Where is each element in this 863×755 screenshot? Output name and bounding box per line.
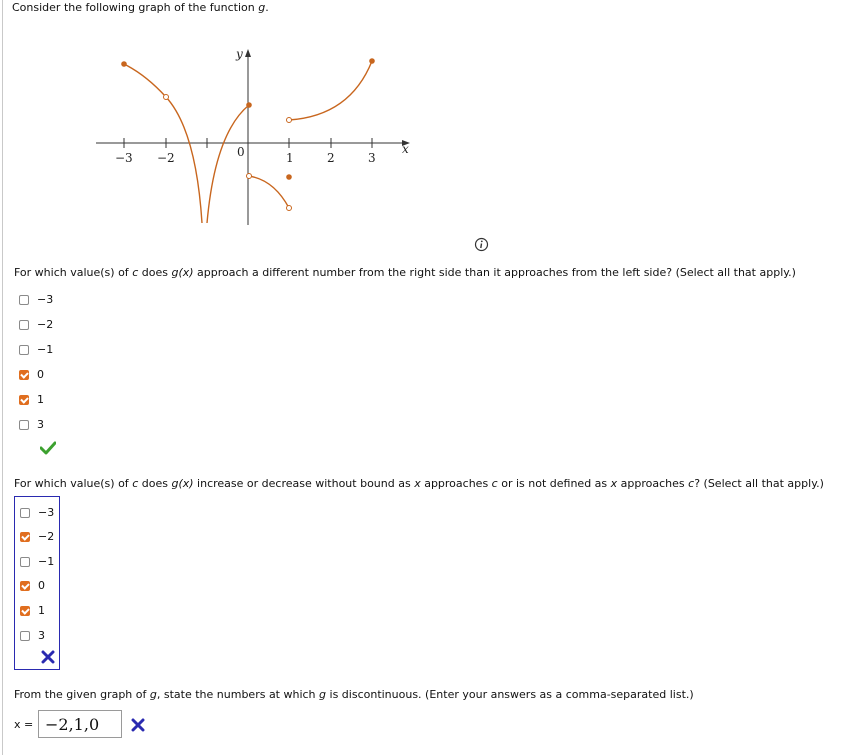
x-equals-label: x = bbox=[14, 718, 34, 731]
x-tick-label: 2 bbox=[327, 151, 335, 165]
option-label: 0 bbox=[38, 579, 45, 592]
intro-text: Consider the following graph of the function g. bbox=[12, 1, 269, 14]
checkbox[interactable] bbox=[19, 320, 29, 330]
checkbox[interactable] bbox=[20, 508, 30, 518]
checkbox[interactable] bbox=[20, 606, 30, 616]
y-axis-label: y bbox=[236, 47, 243, 61]
checkbox[interactable] bbox=[19, 295, 29, 305]
option-label: −2 bbox=[37, 318, 54, 331]
x-tick-label: 1 bbox=[286, 151, 294, 165]
function-graph bbox=[88, 38, 428, 234]
option-label: 3 bbox=[38, 629, 45, 642]
option-q1-6[interactable] bbox=[19, 417, 79, 433]
checkbox[interactable] bbox=[19, 395, 29, 405]
x-axis-label: x bbox=[402, 142, 409, 156]
option-q1-4[interactable] bbox=[19, 367, 79, 383]
x-tick-label: 0 bbox=[237, 145, 245, 159]
question-3-text: From the given graph of g, state the numbers at which g is discontinuous. (Enter your answers as a comma-separated list.) bbox=[14, 688, 694, 701]
x-tick-label: −3 bbox=[115, 151, 133, 165]
x-tick-label: −2 bbox=[157, 151, 175, 165]
checkbox[interactable] bbox=[20, 631, 30, 641]
option-label: −1 bbox=[37, 343, 54, 356]
curve-below-right-branch bbox=[249, 176, 289, 208]
checkbox[interactable] bbox=[19, 370, 29, 380]
incorrect-x-icon bbox=[131, 718, 145, 732]
open-point bbox=[287, 118, 292, 123]
option-label: −3 bbox=[38, 506, 55, 519]
checkbox[interactable] bbox=[20, 557, 30, 567]
option-q1-3[interactable] bbox=[19, 342, 79, 358]
option-label: 1 bbox=[38, 604, 45, 617]
option-q1-5[interactable] bbox=[19, 392, 79, 408]
closed-point bbox=[246, 102, 252, 108]
curve-upper-right-branch bbox=[289, 61, 372, 120]
closed-point bbox=[286, 174, 292, 180]
closed-point bbox=[121, 61, 127, 67]
x-tick-label: 3 bbox=[368, 151, 376, 165]
correct-check-icon bbox=[40, 441, 56, 455]
option-q2-2[interactable] bbox=[20, 529, 80, 545]
option-q1-1[interactable] bbox=[19, 292, 79, 308]
question-2-options bbox=[14, 496, 60, 670]
option-label: −2 bbox=[38, 530, 55, 543]
open-point bbox=[287, 206, 292, 211]
question-1-text: For which value(s) of c does g(x) approach a different number from the right side than it approaches from the left side? (Select all that apply.) bbox=[14, 266, 796, 279]
option-q1-2[interactable] bbox=[19, 317, 79, 333]
option-label: −1 bbox=[38, 555, 55, 568]
left-border bbox=[2, 0, 3, 755]
info-icon[interactable] bbox=[474, 237, 489, 252]
checkbox[interactable] bbox=[19, 420, 29, 430]
question-2-text: For which value(s) of c does g(x) increase or decrease without bound as x approaches c or is not defined as x approaches c? (Select all that apply.) bbox=[14, 477, 824, 490]
option-q2-1[interactable] bbox=[20, 505, 80, 521]
closed-point bbox=[369, 58, 375, 64]
option-q2-5[interactable] bbox=[20, 603, 80, 619]
checkbox[interactable] bbox=[20, 532, 30, 542]
checkbox[interactable] bbox=[19, 345, 29, 355]
answer-field[interactable]: −2,1,0 bbox=[38, 710, 122, 738]
option-q2-3[interactable] bbox=[20, 554, 80, 570]
curve-middle-branch bbox=[207, 105, 249, 223]
option-q2-6[interactable] bbox=[20, 628, 80, 644]
open-point bbox=[247, 174, 252, 179]
option-label: 0 bbox=[37, 368, 44, 381]
option-q2-4[interactable] bbox=[20, 578, 80, 594]
option-label: 1 bbox=[37, 393, 44, 406]
incorrect-x-icon bbox=[41, 650, 55, 664]
y-axis-arrow bbox=[245, 49, 251, 57]
checkbox[interactable] bbox=[20, 581, 30, 591]
open-point bbox=[164, 95, 169, 100]
option-label: −3 bbox=[37, 293, 54, 306]
option-label: 3 bbox=[37, 418, 44, 431]
